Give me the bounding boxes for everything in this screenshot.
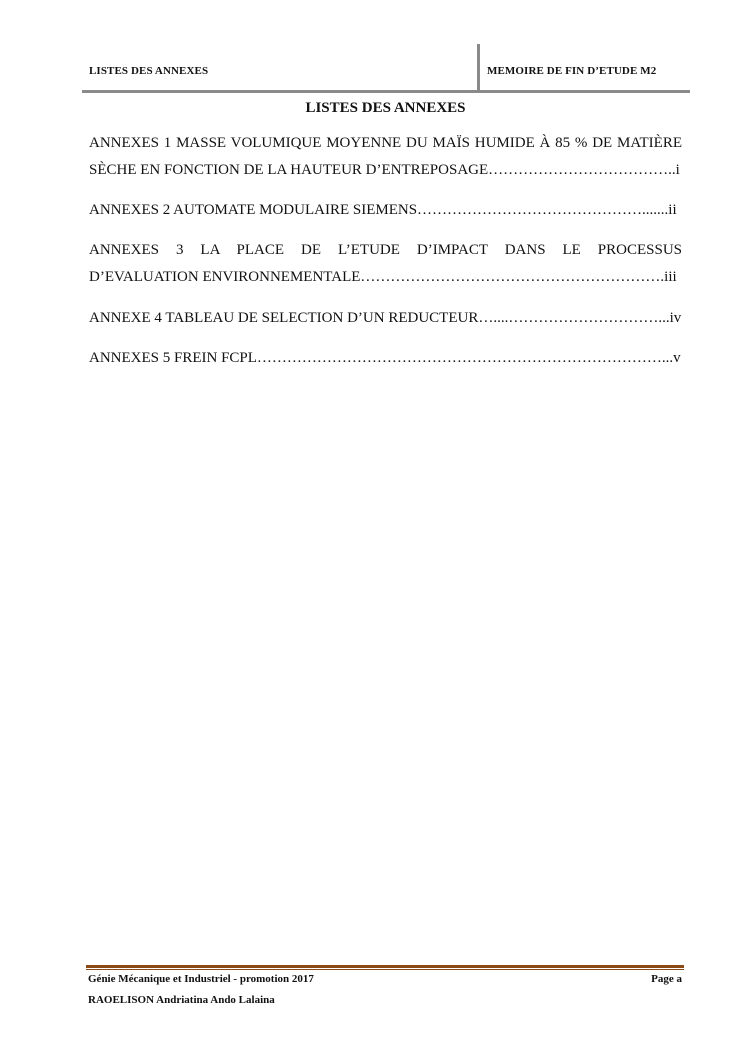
- header-right-title: MEMOIRE DE FIN D’ETUDE M2: [487, 65, 657, 77]
- annex-entry-5: [89, 345, 682, 372]
- annex-entry-4: [89, 305, 682, 332]
- footer-department: Génie Mécanique et Industriel - promotion 2017: [88, 973, 314, 985]
- footer-page-number: Page a: [651, 973, 682, 985]
- header-vertical-divider: [477, 44, 480, 92]
- footer-author: RAOELISON Andriatina Ando Lalaina: [88, 994, 275, 1006]
- annex-entry-1: [89, 130, 682, 184]
- header-left-title: LISTES DES ANNEXES: [89, 65, 209, 77]
- annex-entry-3-line1: ANNEXES 3 LA PLACE DE L’ETUDE D’IMPACT DANS LE PROCESSUS: [89, 242, 682, 258]
- annex-entry-2: [89, 197, 682, 224]
- annex-entry-1-line2: SÈCHE EN FONCTION DE LA HAUTEUR D’ENTREPOSAGE………………………………..i: [89, 162, 680, 178]
- annex-entry-5-line1: ANNEXES 5 FREIN FCPL………………………………………………………………………...v: [89, 350, 681, 366]
- annex-entry-1-line1: ANNEXES 1 MASSE VOLUMIQUE MOYENNE DU MAÏS HUMIDE À 85 % DE MATIÈRE: [89, 135, 682, 151]
- annex-entry-2-line1: ANNEXES 2 AUTOMATE MODULAIRE SIEMENS……………………………………….......ii: [89, 202, 677, 218]
- page-title: LISTES DES ANNEXES: [305, 100, 466, 116]
- annex-entry-4-line1: ANNEXE 4 TABLEAU DE SELECTION D’UN REDUCTEUR…....…………………………...iv: [89, 310, 682, 326]
- footer-rule-thin: [86, 969, 684, 970]
- annex-entry-3-line2: D’EVALUATION ENVIRONNEMENTALE…………………………………………………….iii: [89, 269, 677, 285]
- annex-entry-3: [89, 237, 682, 291]
- footer-rule-thick: [86, 965, 684, 968]
- header-horizontal-divider: [82, 90, 690, 93]
